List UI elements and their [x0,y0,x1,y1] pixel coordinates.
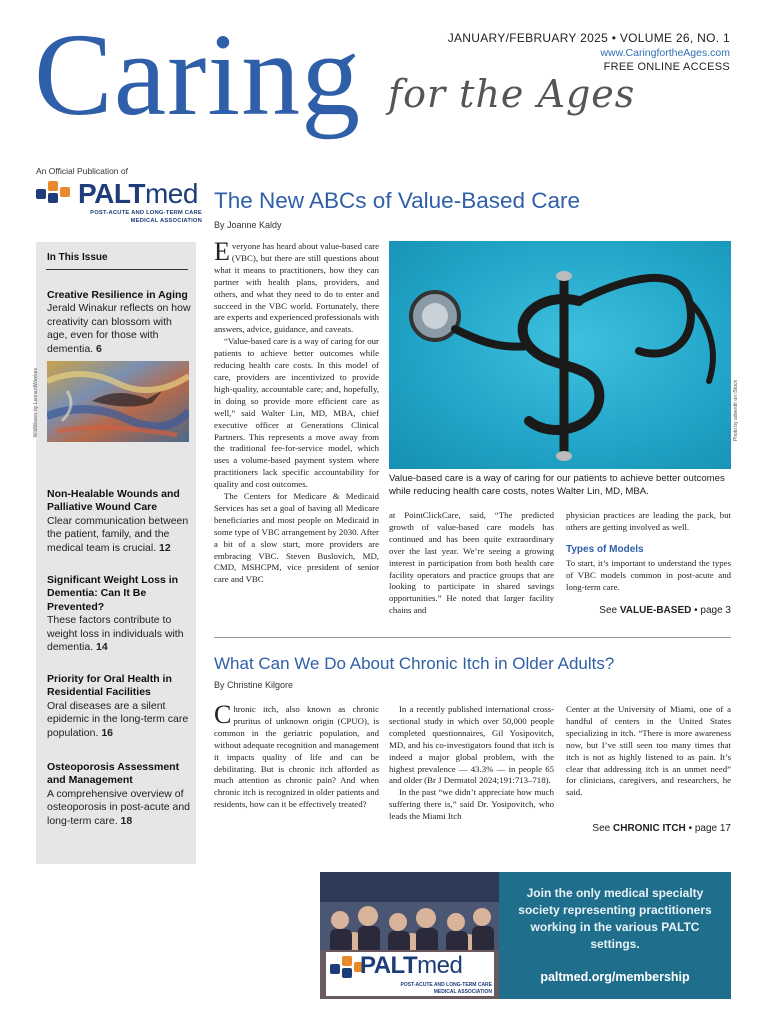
see-suffix: • page 17 [688,823,731,834]
article2-col1-text: hronic itch, also known as chronic pruritus of unknown origin (CPUO), is common in the geriatric population, and without adequate recognition and management it impacts quality of life and can be debilitating. But is chronic itch afforded as much attention as chronic pain? And when chronic itch is recognized in older patients and residents, how can it be effectively treated? [214,704,379,810]
sidebar-item-title: Osteoporosis Assessment and Management [47,761,180,787]
membership-ad[interactable] [320,872,731,999]
article2-col3-text: Center at the University of Miami, one of a handful of centers in the United States specializing in itch. “There is more awareness now, but I’ve still seen too many times that itch is not as highly listened to as pain. It’s clear that addressing itch is an unmet need” for clinicians, caregivers, and researchers, he said. [566,704,731,798]
article2-column3 [566,704,731,814]
sidebar-heading: In This Issue [47,252,108,263]
article2-col2-p2: In the past “we didn’t appreciate how much suffering there is,” said Dr. Yosipovitch, who leads the Miami Itch [389,787,554,822]
see-ref: VALUE-BASED [619,605,692,616]
ad-membership-link[interactable]: paltmed.org/membership [540,970,690,984]
article1-p1: veryone has heard about value-based care (VBC), but there are still questions about what it means to practitioners, how they can partner with health plans, providers, and others, and what they need to do to enter and succeed in the VBC world. Fortunately, there are experts and experienced professionals with answers, advice, guidance, and caveats. [214,241,379,335]
sidebar-item-oral-health[interactable] [47,673,193,740]
masthead-for-the-ages: for the Ages [388,72,636,116]
ad-logo-subtitle [366,982,492,995]
article2-byline: By Christine Kilgore [214,680,294,690]
issue-date: JANUARY/FEBRUARY 2025 • VOLUME 26, NO. 1 [447,31,730,45]
see-suffix: • page 3 [694,605,731,616]
logo-med: med [144,178,198,209]
sidebar-item-page: 6 [96,342,102,355]
masthead-caring: Caring [34,9,362,140]
see-prefix: See [599,605,618,616]
sidebar-item-title: Non-Healable Wounds and Palliative Wound Care [47,488,180,514]
sidebar-item-desc: Oral diseases are a silent epidemic in the long-term care population. [47,699,189,739]
see-prefix: See [592,823,611,834]
article1-subhead: Types of Models [566,543,644,555]
sidebar-item-desc: Clear communication between the patient, family, and the medical team is crucial. [47,514,189,554]
article1-continued-link[interactable] [599,605,731,616]
sidebar-item-desc: Jerald Winakur reflects on how creativity can blossom with age, even for those with dementia. [47,302,191,355]
sidebar-item-title: Significant Weight Loss in Dementia: Can It Be Prevented? [47,574,179,613]
article-divider [214,637,731,638]
sidebar-item-wounds[interactable] [47,488,193,555]
article2-headline[interactable]: What Can We Do About Chronic Itch in Older Adults? [214,654,615,673]
article1-col2-text: at PointClickCare, said, “The predicted growth of value-based care models has continued and has been quite extraordinary over the last year. We’re seeing a growing interest in participation from both health care facility operators and practice groups that are looking to participate in shared savings opportunities.” He noted that larger facility chains and [389,510,554,616]
article2-col2-p1: In a recently published international cross-sectional study in which over 50,000 people completed questionnaires, Gil Yosipovitch, MD, and his co-investigators found that itch is indeed a major global problem, with the highest prevalence — 43.3% — in people 65 and older (Br J Dermatol 2024;191:713–718). [389,704,554,786]
sidebar-item-osteoporosis[interactable] [47,761,193,828]
article1-column2 [389,510,554,625]
paltmed-logo-subtitle [36,210,202,226]
article1-col3-p2: To start, it’s important to understand the types of VBC models common in post-acute and long-term care. [566,558,731,593]
paltmed-logo [36,178,198,210]
artwork-credit: WildWaves by LeonardWeekes [33,368,39,438]
sidebar-item-page: 12 [159,541,171,554]
article2-column2 [389,704,554,864]
hero-caption: Value-based care is a way of caring for our patients to achieve better outcomes while reducing health care costs, notes Walter Lin, MD, MBA. [389,473,725,497]
article1-hero-photo [389,241,731,469]
article1-col3-p1: physician practices are leading the pack, but others are getting involved as well. [566,510,731,532]
in-this-issue-sidebar [33,242,196,864]
ad-audience-photo [320,872,499,999]
sidebar-item-weight-loss[interactable] [47,574,193,655]
official-publication-label: An Official Publication of [36,166,128,176]
sidebar-item-title: Creative Resilience in Aging [47,289,188,301]
sidebar-item-desc: These factors contribute to weight loss in individuals with dementia. [47,614,184,654]
article1-dropcap: E [214,241,230,266]
ad-logo-sub1: POST-ACUTE AND LONG-TERM CARE [400,982,492,988]
sidebar-item-creative-resilience[interactable] [47,289,193,356]
ad-logo-palt: PALT [360,952,418,979]
ad-logo-med: med [417,952,463,979]
logo-palt: PALT [78,178,145,209]
free-online-access: FREE ONLINE ACCESS [603,61,730,73]
ad-paltmed-logo [326,952,494,996]
sidebar-rule [46,269,188,270]
article1-column1 [214,241,379,625]
ad-message-panel [499,872,731,999]
website-link[interactable]: www.CaringfortheAges.com [600,47,730,59]
sidebar-item-page: 18 [120,814,133,827]
article1-p2: “Value-based care is a way of caring for our patients to achieve better outcomes while reducing health care costs. In this model of care, providers are incentivized to provide high-quality, accountable care; and, hopefully, in doing so provide more efficient care as well,” said Walter Lin, MD, MBA, chief executive officer at Generations Clinical Partners. This represents a move away from the traditional fee-for-service model, which uses a volume-based payment system where practitioners lack specific accountability for quality and cost outcomes. [214,336,379,490]
article2-column1 [214,704,379,844]
article2-continued-link[interactable] [592,823,731,834]
article1-headline[interactable]: The New ABCs of Value-Based Care [214,188,581,213]
sidebar-item-page: 16 [101,726,113,739]
article2-dropcap: C [214,704,232,729]
paltmed-logo-icon [36,181,74,207]
sidebar-item-desc: A comprehensive overview of osteoporosis in post-acute and long-term care. [47,787,191,827]
sidebar-artwork-image [47,361,189,442]
ad-message: Join the only medical specialty society representing practitioners working in the various PALTC settings. [518,886,712,952]
ad-logo-sub2: MEDICAL ASSOCIATION [433,988,492,995]
sidebar-item-page: 14 [96,641,108,654]
see-ref: CHRONIC ITCH [613,823,686,834]
photo-credit: Photo by adventtr on iStock [733,380,739,442]
sidebar-item-title: Priority for Oral Health in Residential Facilities [47,673,172,699]
article1-byline: By Joanne Kaldy [214,220,282,230]
logo-sub-line2: MEDICAL ASSOCIATION [130,217,202,224]
logo-sub-line1: POST-ACUTE AND LONG-TERM CARE [90,210,202,216]
article1-p3: The Centers for Medicare & Medicaid Services has set a goal of having all Medicare beneficiaries and most people on Medicaid in some type of VBC arrangement by 2030. After a bit of a slow start, more providers are embracing VBC. Steven Buslovich, MD, CMD, MSHCPM, vice president of senior care and VBC [214,491,379,585]
